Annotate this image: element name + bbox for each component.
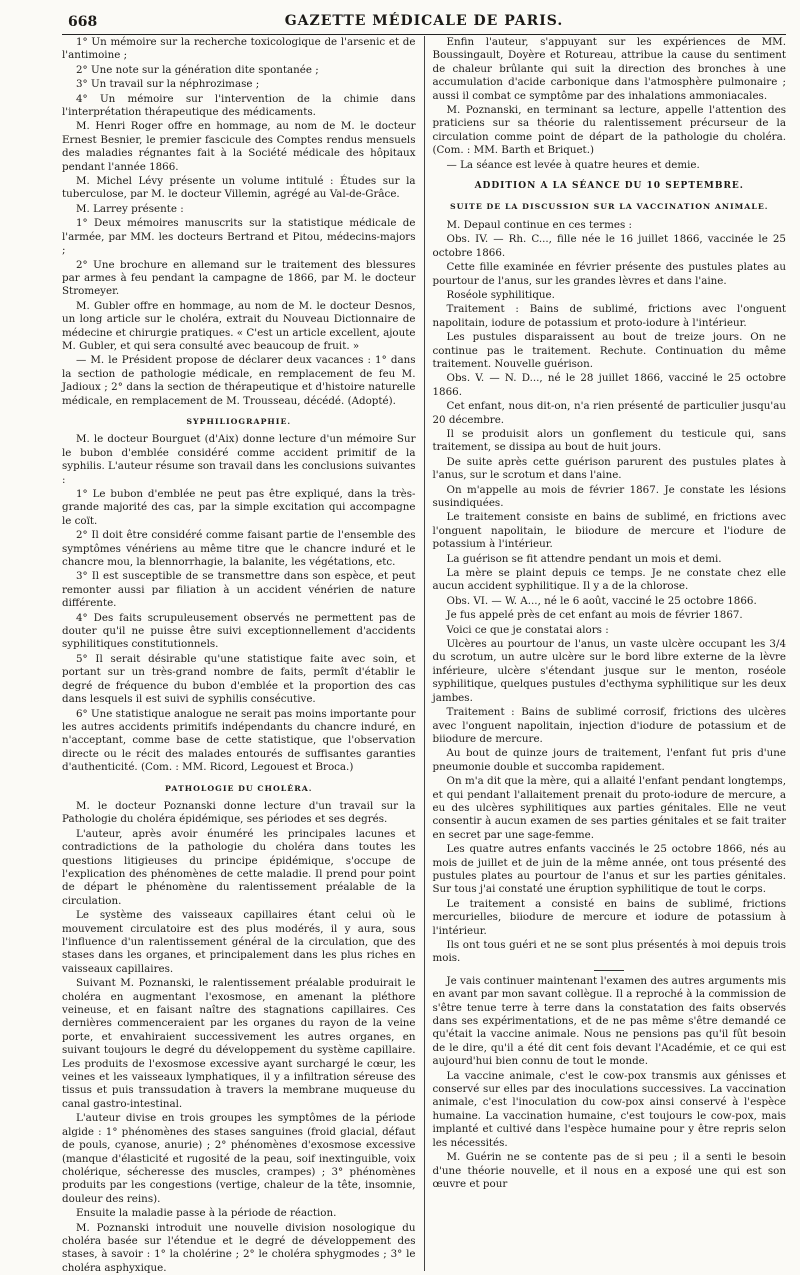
paragraph: L'auteur divise en trois groupes les symptômes de la période algide : 1° phénomènes des stases sanguines (froid glacial, défaut de pouls, cyanose, anurie) ; 2° phénomènes d'exosmose excessive (manque d'élasticité et rugosité de la peau, soif inextinguible, voix cholérique, sécheresse des muscles, crampes) ; 3° phénomènes produits par les congestions (vertige, chaleur de la tête, insomnie, douleur des reins). xyxy=(62,1112,416,1205)
left-column xyxy=(62,36,425,1274)
paragraph: 2° Il doit être considéré comme faisant partie de l'ensemble des symptômes vénériens au même titre que le chancre induré et le chancre mou, la blennorrhagie, la balanite, les végétations, etc. xyxy=(62,529,416,569)
paragraph: Le traitement a consisté en bains de sublimé, frictions mercurielles, biiodure de mercure et iodure de potassium à l'intérieur. xyxy=(432,897,786,937)
section-heading: ADDITION A LA SÉANCE DU 10 SEPTEMBRE. xyxy=(474,181,744,192)
paragraph: De suite après cette guérison parurent des pustules plates à l'anus, sur le scrotum et dans l'aine. xyxy=(432,455,786,482)
paragraph: M. Henri Roger offre en hommage, au nom de M. le docteur Ernest Besnier, le premier fascicule des Comptes rendus mensuels des maladies régnantes fait à la Société médicale des hôpitaux pendant l'année 1866. xyxy=(62,120,416,173)
paragraph: M. Depaul continue en ces termes : xyxy=(446,218,632,231)
paragraph: Obs. V. — N. D..., né le 28 juillet 1866, vacciné le 25 octobre 1866. xyxy=(432,372,786,398)
paragraph: 6° Une statistique analogue ne serait pas moins importante pour les autres accidents primitifs indépendants du chancre induré, en n'acceptant, comme base de cette statistique, que l'observation directe ou le récit des malades entourés de suffisantes garanties d'authenticité. (Com. : MM. Ricord, Legouest et Broca.) xyxy=(62,707,416,774)
paragraph: Les quatre autres enfants vaccinés le 25 octobre 1866, nés au mois de juillet et de juin de la même année, ont tous présenté des pustules plates au pourtour de l'anus et sur les parties génitales. Sur tous j'ai constaté une éruption syphilitique de tout le corps. xyxy=(432,843,786,896)
paragraph: 4° Des faits scrupuleusement observés ne permettent pas de douter qu'il ne puisse être suivi exceptionnellement d'accidents syphilitiques constitutionnels. xyxy=(62,611,416,651)
paragraph: Obs. IV. — Rh. C..., fille née le 16 juillet 1866, vaccinée le 25 octobre 1866. xyxy=(432,233,786,259)
paragraph: Les pustules disparaissent au bout de treize jours. On ne continue pas le traitement. Rechute. Continuation du même traitement. Nouvelle guérison. xyxy=(432,331,786,370)
paragraph: Au bout de quinze jours de traitement, l'enfant fut pris d'une pneumonie double et succomba rapidement. xyxy=(432,747,786,773)
paragraph: On m'appelle au mois de février 1867. Je constate les lésions susindiquées. xyxy=(432,483,786,509)
separator-rule xyxy=(594,970,624,971)
paragraph: La guérison se fit attendre pendant un mois et demi. xyxy=(446,552,722,565)
paragraph: 2° Une note sur la génération dite spontanée ; xyxy=(76,63,319,76)
paragraph: Traitement : Bains de sublimé, frictions avec l'onguent napolitain, iodure de potassium et proto-iodure à l'intérieur. xyxy=(432,303,786,329)
paragraph: Le traitement consiste en bains de sublimé, en frictions avec l'onguent napolitain, le biiodure de mercure et l'iodure de potassium à l'intérieur. xyxy=(432,511,786,551)
paragraph: M. Larrey présente : xyxy=(76,202,184,215)
section-heading: PATHOLOGIE DU CHOLÉRA. xyxy=(165,783,313,793)
paragraph: 1° Le bubon d'emblée ne peut pas être expliqué, dans la très-grande majorité des cas, par la simple excitation qui accompagne le coït. xyxy=(62,488,416,527)
paragraph: 5° Il serait désirable qu'une statistique faite avec soin, et portant sur un très-grand nombre de faits, permît d'établir le degré de fréquence du bubon d'emblée et la proportion des cas dans lesquels il est suivi de syphilis consécutive. xyxy=(62,652,416,706)
section-heading: SYPHILIOGRAPHIE. xyxy=(186,416,292,426)
page-number: 668 xyxy=(68,14,98,30)
paragraph: On m'a dit que la mère, qui a allaité l'enfant pendant longtemps, et qui pendant l'allaitement prenait du proto-iodure de mercure, a eu des ulcères syphilitiques aux parties génitales. Elle ne veut consentir à aucun examen de ses parties génitales et se fait traiter en secret par une sage-femme. xyxy=(432,775,786,841)
paragraph: M. Poznanski introduit une nouvelle division nosologique du choléra basée sur l'étendue et le degré de développement des stases, à savoir : 1° la cholérine ; 2° le choléra sphygmodes ; 3° le choléra asphyxique. xyxy=(62,1221,416,1274)
paragraph: 4° Un mémoire sur l'intervention de la chimie dans l'interprétation thérapeutique des médicaments. xyxy=(62,92,416,119)
page-header xyxy=(62,8,786,35)
text-columns xyxy=(62,36,786,1274)
paragraph: 3° Un travail sur la néphrozimase ; xyxy=(76,78,260,91)
paragraph: Ensuite la maladie passe à la période de réaction. xyxy=(76,1207,337,1220)
paragraph: Suivant M. Poznanski, le ralentissement préalable produirait le choléra en augmentant l'exosmose, en amenant la pléthore veineuse, et en faisant naître des stagnations capillaires. Ces dernières commenceraient par les organes du rayon de la veine porte, et envahiraient successivement les autres organes, en suivant toujours le degré du développement du système capillaire. Les produits de l'exosmose excessive ayant surchargé le cœur, les veines et les vaisseaux lymphatiques, il y a infiltration séreuse des tissus et puis transsudation à travers la membrane muqueuse du canal gastro-intestinal. xyxy=(62,977,416,1110)
paragraph: L'auteur, après avoir énuméré les principales lacunes et contradictions de la pathologie du choléra dans toutes les questions litigieuses du principe épidémique, s'occupe de l'explication des phénomènes de cette maladie. Il prend pour point de départ le phénomène du ralentissement préalable de la circulation. xyxy=(62,827,416,907)
paragraph: — M. le Président propose de déclarer deux vacances : 1° dans la section de pathologie médicale, en remplacement de feu M. Jadioux ; 2° dans la section de thérapeutique et d'histoire naturelle médicale, en remplacement de M. Trousseau, décédé. (Adopté). xyxy=(62,354,416,407)
paragraph: Traitement : Bains de sublimé corrosif, frictions des ulcères avec l'onguent napolitain, injection d'iodure de potassium et de biiodure de mercure. xyxy=(432,706,786,745)
paragraph: La vaccine animale, c'est le cow-pox transmis aux génisses et conservé sur elles par des inoculations successives. La vaccination animale, c'est l'inoculation du cow-pox ainsi conservé à l'espèce humaine. La vaccination humaine, c'est toujours le cow-pox, mais implanté et cultivé dans l'espèce humaine pour y être repris selon les nécessités. xyxy=(432,1069,786,1149)
paragraph: 1° Deux mémoires manuscrits sur la statistique médicale de l'armée, par MM. les docteurs Bertrand et Pitou, médecins-majors ; xyxy=(62,217,416,257)
paragraph: M. Gubler offre en hommage, au nom de M. le docteur Desnos, un long article sur le choléra, extrait du Nouveau Dictionnaire de médecine et chirurgie pratiques. « C'est un article excellent, ajoute M. Gubler, et qui sera consulté avec beaucoup de fruit. » xyxy=(62,299,416,352)
paragraph: M. Michel Lévy présente un volume intitulé : Études sur la tuberculose, par M. le docteur Villemin, agrégé au Val-de-Grâce. xyxy=(62,175,416,201)
paragraph: Cet enfant, nous dit-on, n'a rien présenté de particulier jusqu'au 20 décembre. xyxy=(432,400,786,426)
running-title: GAZETTE MÉDICALE DE PARIS. xyxy=(284,13,564,29)
paragraph: Voici ce que je constatai alors : xyxy=(446,623,609,636)
right-column xyxy=(425,36,787,1271)
paragraph: Roséole syphilitique. xyxy=(446,288,555,301)
paragraph: Obs. VI. — W. A..., né le 6 août, vacciné le 25 octobre 1866. xyxy=(446,594,757,607)
paragraph: Le système des vaisseaux capillaires étant celui où le mouvement circulatoire est des plus modérés, il y aura, sous l'influence d'un ralentissement général de la circulation, que des stases dans les organes, et principalement dans les plus riches en vaisseaux capillaires. xyxy=(62,909,416,975)
paragraph: M. le docteur Poznanski donne lecture d'un travail sur la Pathologie du choléra épidémique, ses périodes et ses degrés. xyxy=(62,799,416,826)
paragraph: Je fus appelé près de cet enfant au mois de février 1867. xyxy=(446,609,743,622)
paragraph: M. Guérin ne se contente pas de si peu ; il a senti le besoin d'une théorie nouvelle, et il nous en a exposé une qui est son œuvre et pour xyxy=(432,1151,786,1190)
paragraph: Ulcères au pourtour de l'anus, un vaste ulcère occupant les 3/4 du scrotum, un autre ulcère sur le bord libre externe de la lèvre inférieure, ulcère s'étendant jusque sur le menton, roséole syphilitique, quelques pustules d'ecthyma syphilitique sur les deux jambes. xyxy=(432,638,786,704)
paragraph: 2° Une brochure en allemand sur le traitement des blessures par armes à feu pendant la campagne de 1866, par M. le docteur Stromeyer. xyxy=(62,258,416,298)
paragraph: 3° Il est susceptible de se transmettre dans son espèce, et peut remonter aussi par filiation à un accident vénérien de nature différente. xyxy=(62,570,416,610)
paragraph: Je vais continuer maintenant l'examen des autres arguments mis en avant par mon savant collègue. Il a reproché à la commission de s'être tenue terre à terre dans la constatation des faits observés dans ses expérimentations, et de ne pas même s'être demandé ce qu'était la vaccine animale. Nous ne pensions pas qu'il fût besoin de le dire, qu'il a été dit cent fois devant l'Académie, et ce qui est aujourd'hui bien connu de tout le monde. xyxy=(432,974,786,1068)
paragraph: M. Poznanski, en terminant sa lecture, appelle l'attention des praticiens sur sa théorie du ralentissement précurseur de la circulation comme point de départ de la pathologie du choléra. (Com. : MM. Barth et Briquet.) xyxy=(432,104,786,157)
section-heading: SUITE DE LA DISCUSSION SUR LA VACCINATION ANIMALE. xyxy=(449,202,769,212)
paragraph: — La séance est levée à quatre heures et demie. xyxy=(446,158,700,171)
paragraph: Cette fille examinée en février présente des pustules plates au pourtour de l'anus, sur les grandes lèvres et dans l'aine. xyxy=(432,261,786,287)
paragraph: 1° Un mémoire sur la recherche toxicologique de l'arsenic et de l'antimoine ; xyxy=(62,36,416,62)
paragraph: M. le docteur Bourguet (d'Aix) donne lecture d'un mémoire Sur le bubon d'emblée considéré comme accident primitif de la syphilis. L'auteur résume son travail dans les conclusions suivantes : xyxy=(62,433,416,486)
paragraph: La mère se plaint depuis ce temps. Je ne constate chez elle aucun accident syphilitique. Il y a de la chlorose. xyxy=(432,567,786,593)
paragraph: Enfin l'auteur, s'appuyant sur les expériences de MM. Boussingault, Doyère et Rotureau, attribue la cause du sentiment de chaleur brûlante qui suit la direction des bronches à une accumulation d'acide carbonique dans l'atmosphère pulmonaire ; aussi il combat ce symptôme par des inhalations ammoniacales. xyxy=(432,36,786,102)
paragraph: Ils ont tous guéri et ne se sont plus présentés à moi depuis trois mois. xyxy=(432,939,786,965)
paragraph: Il se produisit alors un gonflement du testicule qui, sans traitement, se dissipa au bout de huit jours. xyxy=(432,427,786,454)
